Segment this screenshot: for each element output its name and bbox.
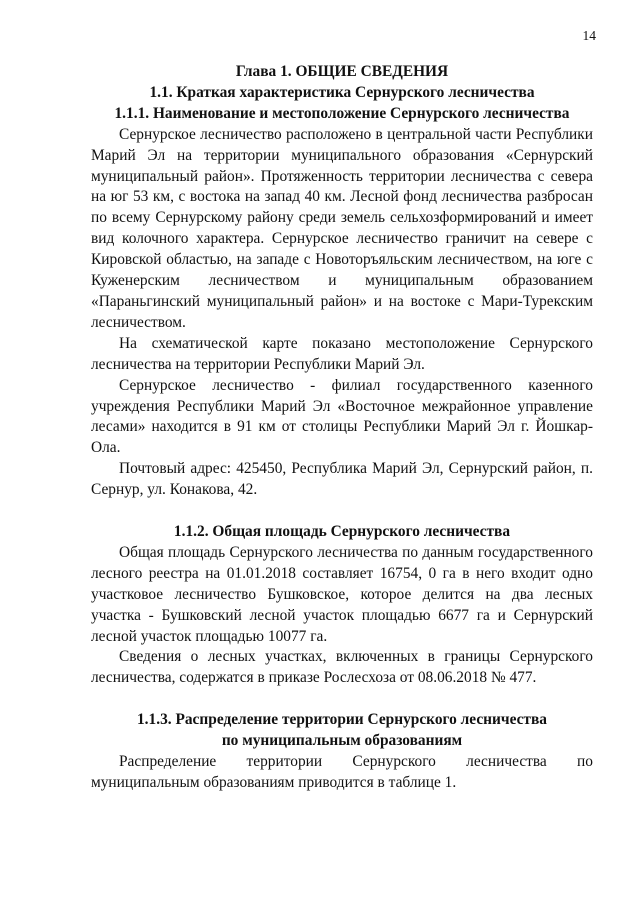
section-1-1-2-title: 1.1.2. Общая площадь Сернурского лесничества bbox=[173, 523, 511, 541]
paragraph-distribution: Распределение территории Сернурского лесничества по муниципальным образованиям приводится в таблице 1. bbox=[91, 753, 593, 791]
paragraph-order: Сведения о лесных участках, включенных в границы Сернурского лесничества, содержатся в приказе Рослесхоза от 08.06.2018 № 477. bbox=[91, 648, 593, 687]
paragraph-address: Почтовый адрес: 425450, Республика Марий Эл, Сернурский район, п. Сернур, ул. Конакова, 42. bbox=[91, 460, 593, 499]
section-spacer bbox=[91, 501, 593, 522]
paragraph-total-area: Общая площадь Сернурского лесничества по данным государственного лесного реестра на 01.01.2018 составляет 16754, 0 га в него входит одно участковое лесничество Бушковское, которое делится на два лесных участка - Бушковский лесной участок площадью 6677 га и Сернурский лесной участок площадью 10077 га. bbox=[91, 543, 593, 645]
chapter-title: Глава 1. ОБЩИЕ СВЕДЕНИЯ bbox=[235, 63, 449, 80]
paragraph-location: Сернурское лесничество расположено в центральной части Республики Марий Эл на территории муниципального образования «Сернурский муниципальный район». Протяженность территории лесничества с севера на юг 53 км, с востока на запад 40 км. Лесной фонд лесничества разбросан по всему Сернурскому району среди земель сельхозформирований и имеет вид колочного характера. Сернурское лесничество граничит на севере с Кировской областью, на западе с Новоторъяльским лесничеством, на юге с Куженерским лесничеством и муниципальным образованием «Параньгинский муниципальный район» и на востоке с Мари-Турекским лесничеством. bbox=[91, 125, 593, 331]
paragraph-map: На схематической карте показано местоположение Сернурского лесничества на территории Республики Марий Эл. bbox=[91, 334, 593, 373]
document-body bbox=[91, 60, 593, 794]
section-spacer bbox=[91, 689, 593, 710]
page-number: 14 bbox=[582, 28, 596, 43]
section-1-1-1-title: 1.1.1. Наименование и местоположение Сернурского лесничества bbox=[114, 104, 570, 122]
section-1-1-title: 1.1. Краткая характеристика Сернурского лесничества bbox=[149, 83, 535, 101]
section-1-1-3-title-line1: 1.1.3. Распределение территории Сернурского лесничества bbox=[136, 711, 547, 729]
paragraph-affiliation: Сернурское лесничество - филиал государственного казенного учреждения Республики Марий Эл «Восточное межрайонное управление лесами» находится в 91 км от столицы Республики Марий Эл г. Йошкар-Ола. bbox=[91, 376, 593, 457]
section-1-1-3-title-line2: по муниципальным образованиям bbox=[221, 732, 463, 750]
